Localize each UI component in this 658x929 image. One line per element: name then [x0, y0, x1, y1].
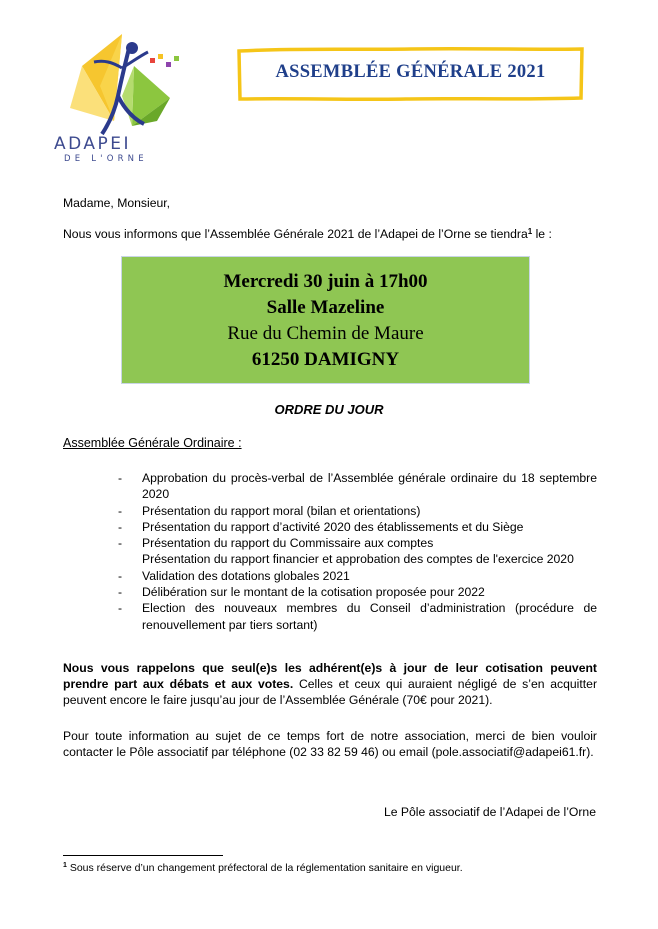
list-item	[118, 551, 597, 567]
agenda-section-title: Assemblée Générale Ordinaire :	[63, 436, 242, 450]
list-item-text: Délibération sur le montant de la cotisation proposée pour 2022	[142, 585, 485, 600]
list-item-text: Election des nouveaux membres du Conseil d’administration (procédure de renouvellement par tiers sortant)	[142, 601, 597, 632]
signature: Le Pôle associatif de l’Adapei de l’Orne	[383, 805, 596, 819]
list-item-text: Validation des dotations globales 2021	[142, 568, 350, 583]
bullet-dash: -	[118, 536, 123, 551]
reminder-text: Celles et ceux qui auraient négligé de s’en acquitter peuvent encore le faire jusqu’au jour de l’Assemblée Générale (70€ pour 2021).	[63, 677, 597, 707]
list-item	[118, 519, 597, 535]
event-street: Rue du Chemin de Maure	[227, 323, 424, 344]
list-item	[118, 535, 597, 551]
event-date-time: Mercredi 30 juin à 17h00	[223, 271, 428, 292]
list-item	[118, 584, 597, 600]
list-item	[118, 503, 597, 519]
intro-paragraph	[63, 226, 597, 242]
footnote-ref: 1	[527, 227, 533, 236]
event-venue: Salle Mazeline	[266, 297, 385, 318]
footnote	[63, 862, 463, 874]
title-banner	[236, 46, 585, 102]
intro-text-end: le :	[532, 227, 552, 241]
bullet-dash: -	[118, 601, 123, 616]
intro-text: Nous vous informons que l’Assemblée Générale 2021 de l’Adapei de l’Orne se tiendra	[63, 227, 528, 241]
event-city: 61250 DAMIGNY	[251, 349, 400, 370]
list-item-text: Présentation du rapport d’activité 2020 des établissements et du Siège	[142, 519, 524, 534]
logo-subtitle: DE L'ORNE	[64, 154, 148, 164]
footnote-divider	[63, 855, 223, 856]
list-item-text: Présentation du rapport financier et approbation des comptes de l'exercice 2020	[142, 552, 574, 567]
bullet-dash: -	[118, 568, 123, 583]
bullet-dash: -	[118, 585, 123, 600]
list-item	[118, 600, 597, 633]
footnote-number: 1	[63, 862, 67, 869]
bullet-dash: -	[118, 471, 123, 485]
footnote-text: Sous réserve d’un changement préfectoral de la réglementation sanitaire en vigueur.	[66, 862, 463, 874]
page-title: ASSEMBLÉE GÉNÉRALE 2021	[275, 62, 546, 82]
reminder-paragraph	[63, 660, 597, 708]
bullet-dash: -	[118, 503, 123, 518]
reminder-bold: Nous vous rappelons que seul(e)s les adhérent(e)s à jour de leur cotisation peuvent prendre part aux débats et aux votes.	[63, 661, 597, 691]
contact-paragraph: Pour toute information au sujet de ce temps fort de notre association, merci de bien vouloir contacter le Pôle associatif par téléphone (02 33 82 59 46) ou email (pole.associatif@adapei61.fr).	[63, 729, 597, 759]
agenda-list	[118, 470, 597, 633]
list-item-text: Présentation du rapport moral (bilan et orientations)	[142, 503, 421, 518]
logo-name: ADAPEI	[54, 134, 132, 154]
list-item	[118, 568, 597, 584]
list-item-text: Présentation du rapport du Commissaire aux comptes	[142, 536, 434, 551]
agenda-title: ORDRE DU JOUR	[274, 402, 384, 417]
event-details-box	[121, 256, 530, 384]
list-item	[118, 470, 597, 503]
list-item-text: Approbation du procès-verbal de l’Assemblée générale ordinaire du 18 septembre 2020	[142, 471, 597, 502]
bullet-dash: -	[118, 519, 123, 534]
greeting: Madame, Monsieur,	[63, 196, 171, 210]
